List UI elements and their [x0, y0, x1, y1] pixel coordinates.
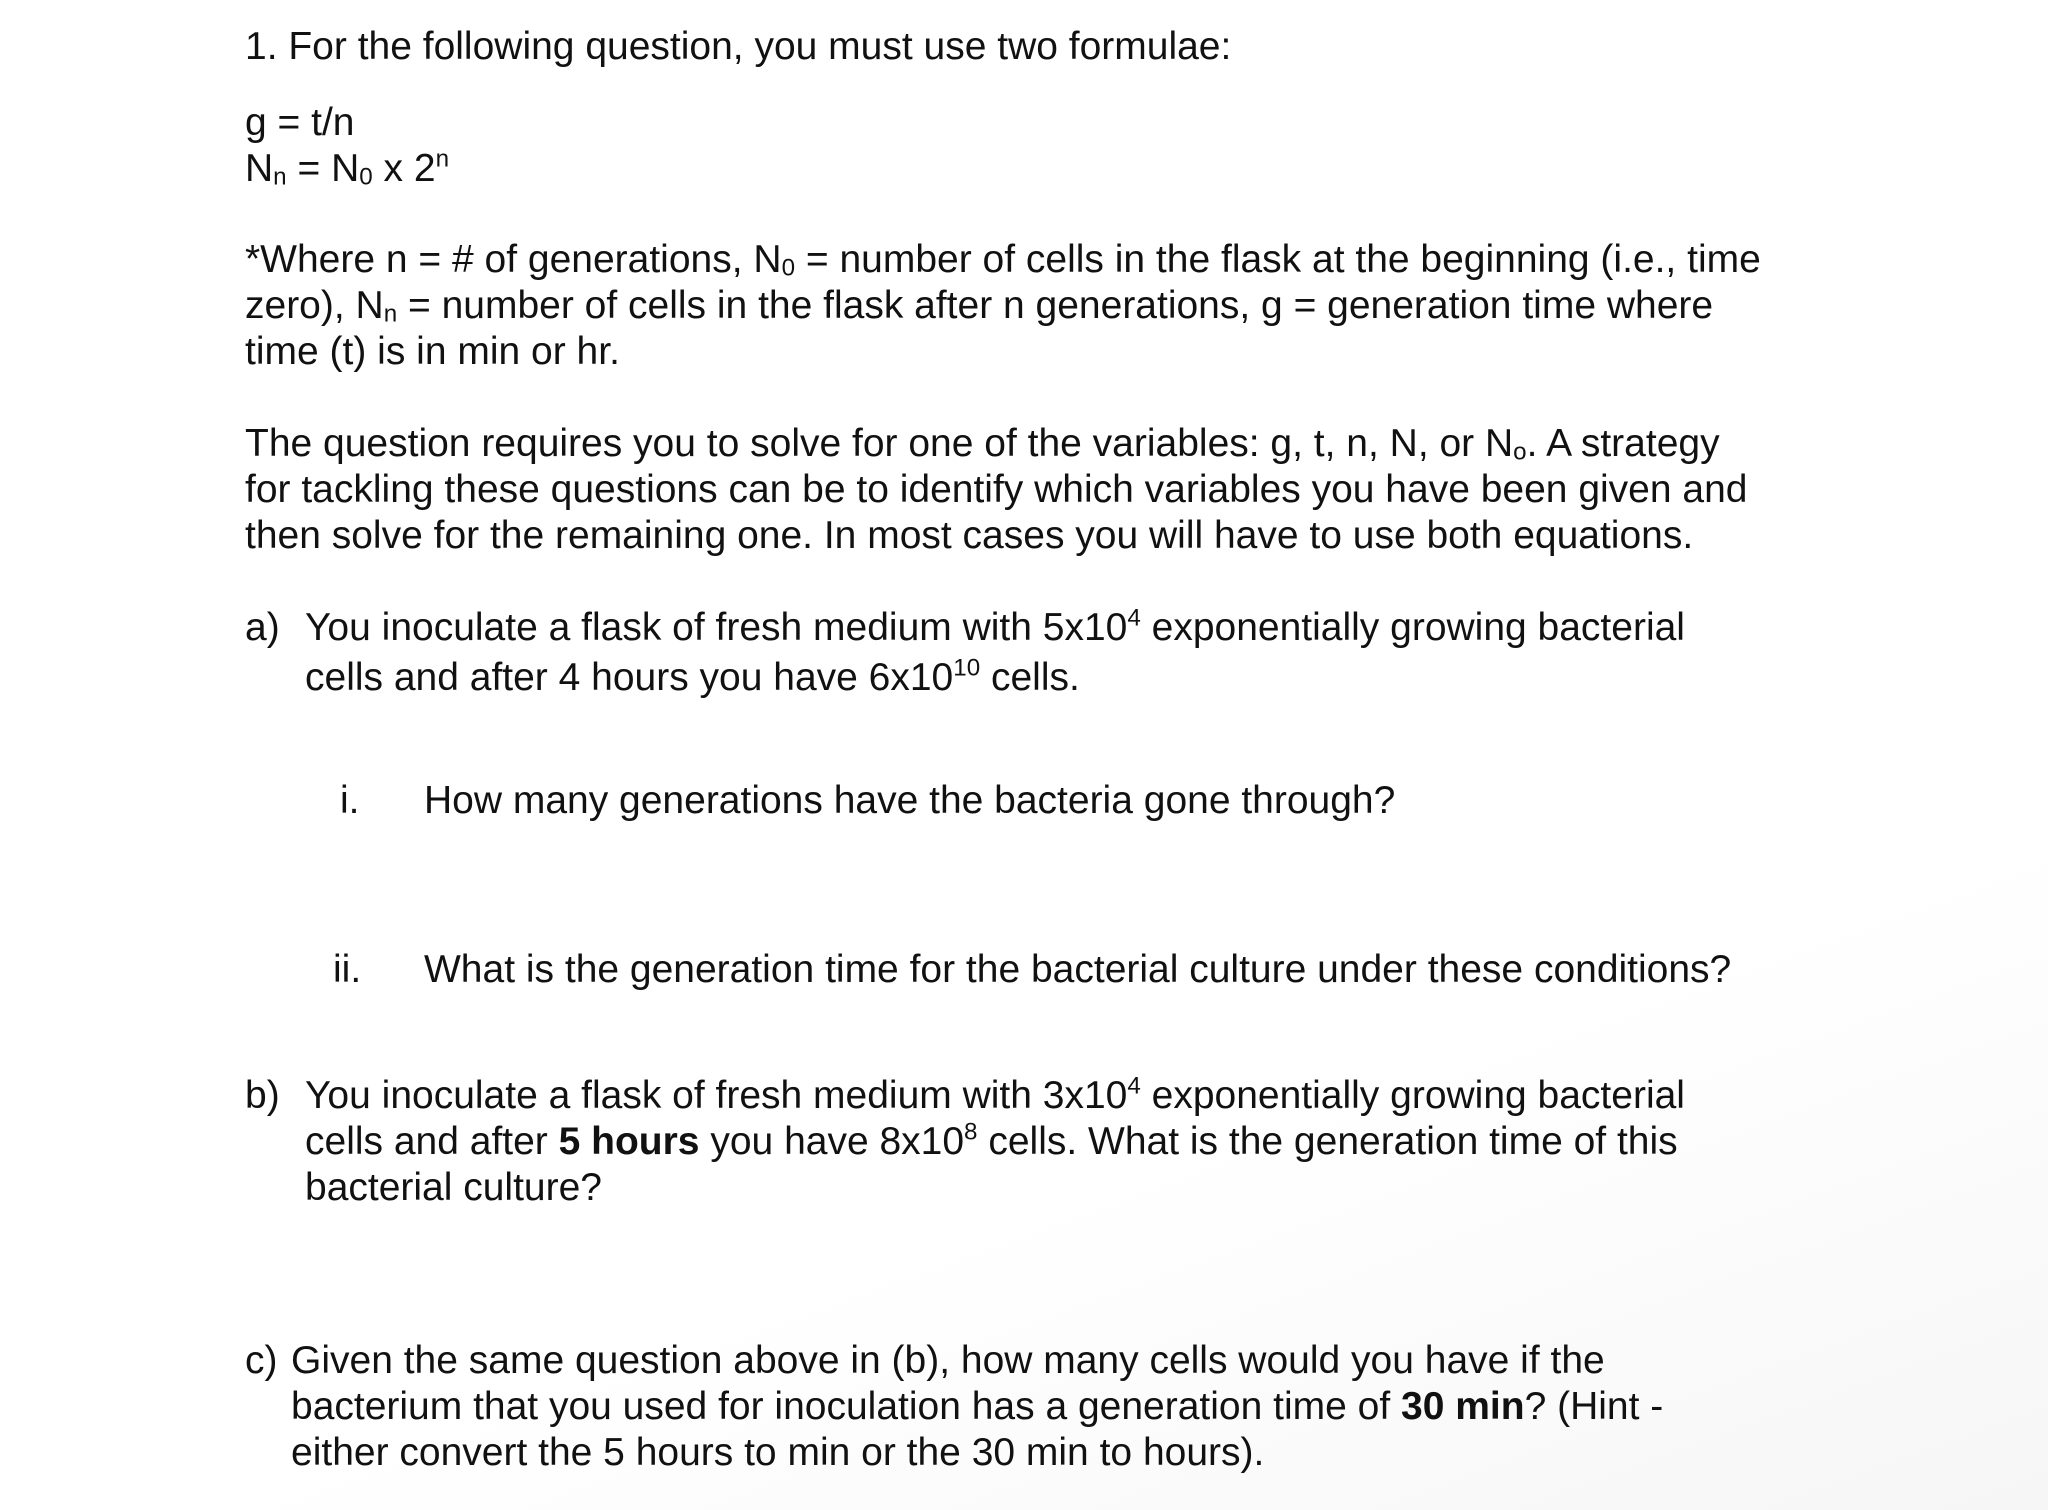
- formula-cell-count: $N_n = N_0$ x 2$^n$: [245, 145, 450, 191]
- question-c-marker: c): [245, 1339, 278, 1382]
- question-b-text: [305, 1073, 1685, 1211]
- sub-ii-marker: ii.: [333, 948, 362, 991]
- definitions-paragraph: [245, 237, 1761, 375]
- question-a-marker: a): [245, 606, 280, 649]
- definitions-line-1: *Where n = # of generations, $N_0$ = number of cells in the flask at the beginning (i.e., time: [245, 238, 1761, 282]
- sub-i-marker: i.: [340, 779, 360, 822]
- strategy-line-1: The question requires you to solve for one of the variables: g, t, n, N, or $N_o$. A strategy: [245, 422, 1720, 466]
- question-c-line-2: bacterium that you used for inoculation has a generation time of 30 min? (Hint -: [291, 1385, 1664, 1428]
- strategy-line-3: then solve for the remaining one. In most cases you will have to use both equations.: [245, 514, 1694, 557]
- question-c-text: [291, 1338, 1663, 1476]
- sub-i-text: How many generations have the bacteria gone through?: [424, 779, 1396, 822]
- definitions-line-3: time (t) is in min or hr.: [245, 330, 620, 373]
- definitions-line-2: zero), $N_n$ = number of cells in the flask after n generations, g = generation time where: [245, 284, 1714, 328]
- strategy-line-2: for tackling these questions can be to identify which variables you have been given and: [245, 468, 1748, 511]
- question-a-line-2: cells and after 4 hours you have $6x10^{10}$ cells.: [305, 654, 1080, 699]
- question-b-line-1: You inoculate a flask of fresh medium with $3x10^4$ exponentially growing bacterial: [305, 1072, 1685, 1117]
- sub-ii-text: What is the generation time for the bacterial culture under these conditions?: [424, 948, 1732, 991]
- question-c-line-3: either convert the 5 hours to min or the 30 min to hours).: [291, 1431, 1265, 1474]
- question-b-marker: b): [245, 1074, 280, 1117]
- formula-generation-time: g = t/n: [245, 101, 355, 144]
- question-b-line-2: cells and after 5 hours you have $8x10^8$ cells. What is the generation time of this: [305, 1118, 1678, 1163]
- question-heading: 1. For the following question, you must use two formulae:: [245, 25, 1232, 68]
- question-a-line-1: You inoculate a flask of fresh medium with $5x10^4$ exponentially growing bacterial: [305, 604, 1685, 649]
- question-c-line-1: Given the same question above in (b), how many cells would you have if the: [291, 1339, 1605, 1382]
- question-a-text: [305, 605, 1685, 701]
- question-b-line-3: bacterial culture?: [305, 1166, 602, 1209]
- strategy-paragraph: [245, 421, 1747, 559]
